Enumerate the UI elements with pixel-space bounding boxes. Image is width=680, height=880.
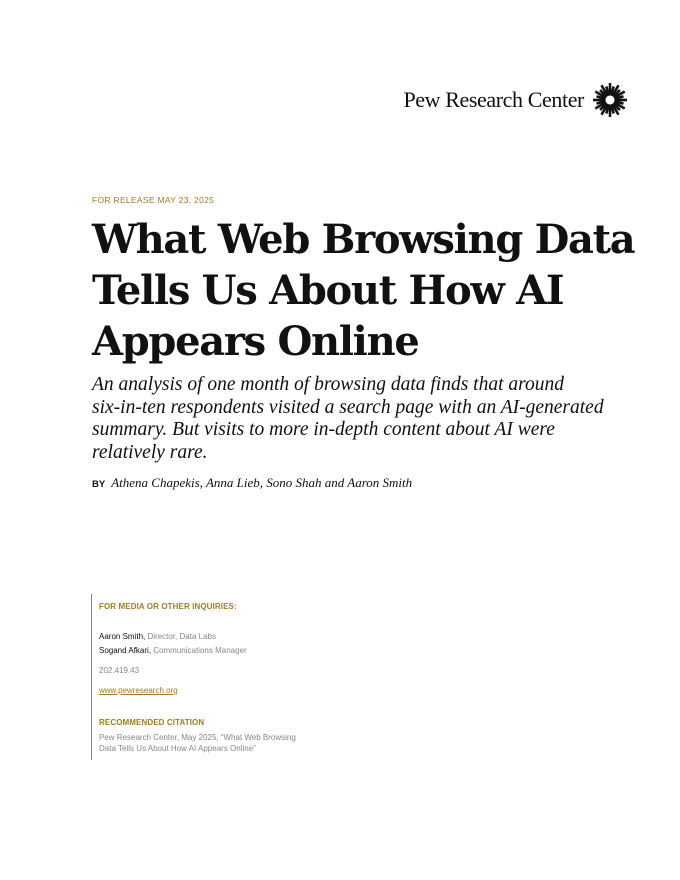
report-title — [92, 214, 652, 367]
website-link[interactable]: www.pewresearch.org — [99, 686, 178, 695]
citation-line: Data Tells Us About How AI Appears Online” — [99, 744, 256, 753]
contact-row — [99, 632, 216, 641]
subtitle-line: six-in-ten respondents visited a search page with an AI-generated — [92, 396, 604, 418]
contact-row — [99, 646, 247, 655]
brand-name: Pew Research Center — [403, 87, 584, 112]
citation-heading: RECOMMENDED CITATION — [99, 718, 205, 727]
byline-label: BY — [92, 479, 106, 490]
contact-panel — [91, 594, 332, 760]
byline-authors: Athena Chapekis, Anna Lieb, Sono Shah and Aaron Smith — [111, 475, 413, 490]
brand-header — [0, 80, 628, 120]
title-line: Tells Us About How AI — [92, 267, 564, 314]
citation-text — [99, 732, 319, 754]
phone-number: 202.419.43 — [99, 666, 140, 675]
release-date: FOR RELEASE MAY 23, 2025 — [92, 195, 215, 205]
contact-role: Director, Data Labs — [147, 632, 216, 641]
inquiries-heading: FOR MEDIA OR OTHER INQUIRIES: — [99, 602, 237, 611]
byline — [92, 475, 412, 491]
contact-role: Communications Manager — [153, 646, 247, 655]
subtitle-line: An analysis of one month of browsing data finds that around — [92, 374, 564, 395]
contact-name: Aaron Smith, — [99, 632, 146, 641]
title-line: What Web Browsing Data — [92, 216, 635, 263]
subtitle-line: summary. But visits to more in-depth content about AI were — [92, 419, 555, 440]
citation-line: Pew Research Center, May 2025, “What Web Browsing — [99, 733, 296, 742]
report-subtitle — [92, 374, 632, 464]
sunburst-logo-icon — [592, 82, 628, 118]
title-line: Appears Online — [92, 318, 419, 365]
contact-name: Sogand Afkari, — [99, 646, 152, 655]
subtitle-line: relatively rare. — [92, 441, 208, 463]
